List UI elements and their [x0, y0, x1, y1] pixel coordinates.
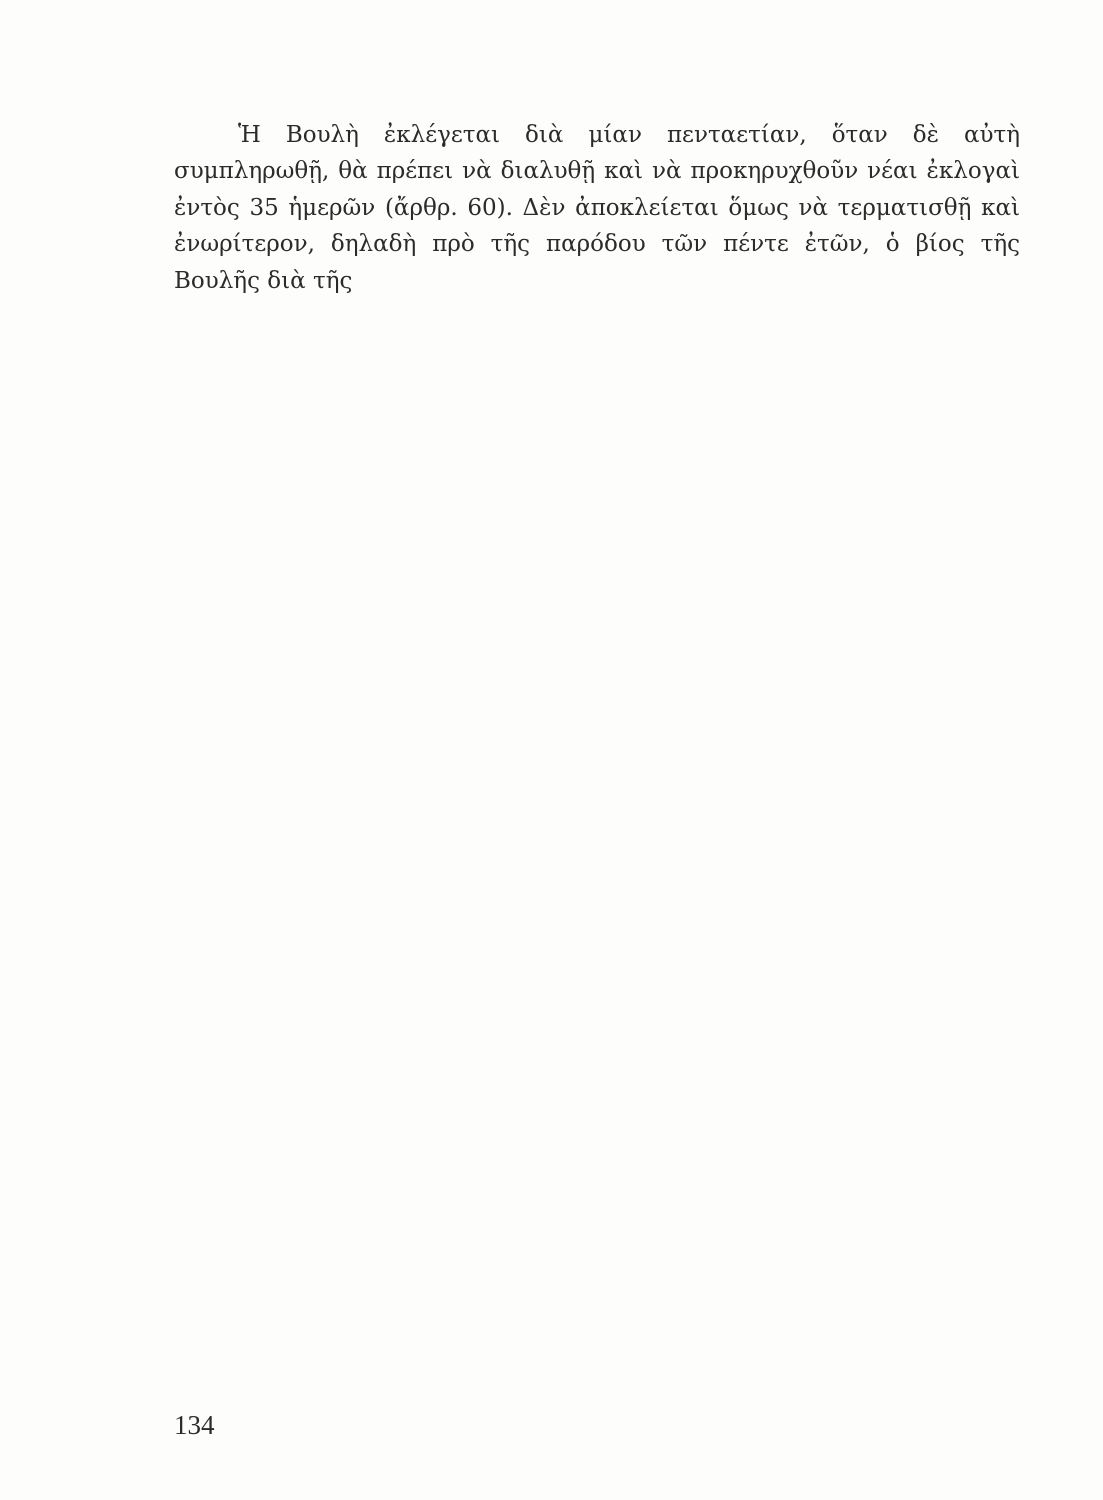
page-body	[174, 117, 1020, 299]
paragraph	[174, 117, 1020, 299]
text-segment: Ἡ Βουλὴ ἐκλέγεται διὰ μίαν πενταετίαν, ὅταν δὲ αὐτὴ συμπληρωθῇ, θὰ πρέπει νὰ διαλυθῇ καὶ νὰ προκηρυχθοῦν νέαι ἐκλογαὶ ἐντὸς 35 ἡμερῶν (ἄρθρ. 60). Δὲν ἀποκλείεται ὅμως νὰ τερματισθῇ καὶ ἐνωρίτερον, δηλαδὴ πρὸ τῆς παρόδου τῶν πέντε ἐτῶν, ὁ βίος τῆς Βουλῆς διὰ τῆς	[174, 122, 1020, 294]
page-number: 134	[174, 1410, 215, 1440]
